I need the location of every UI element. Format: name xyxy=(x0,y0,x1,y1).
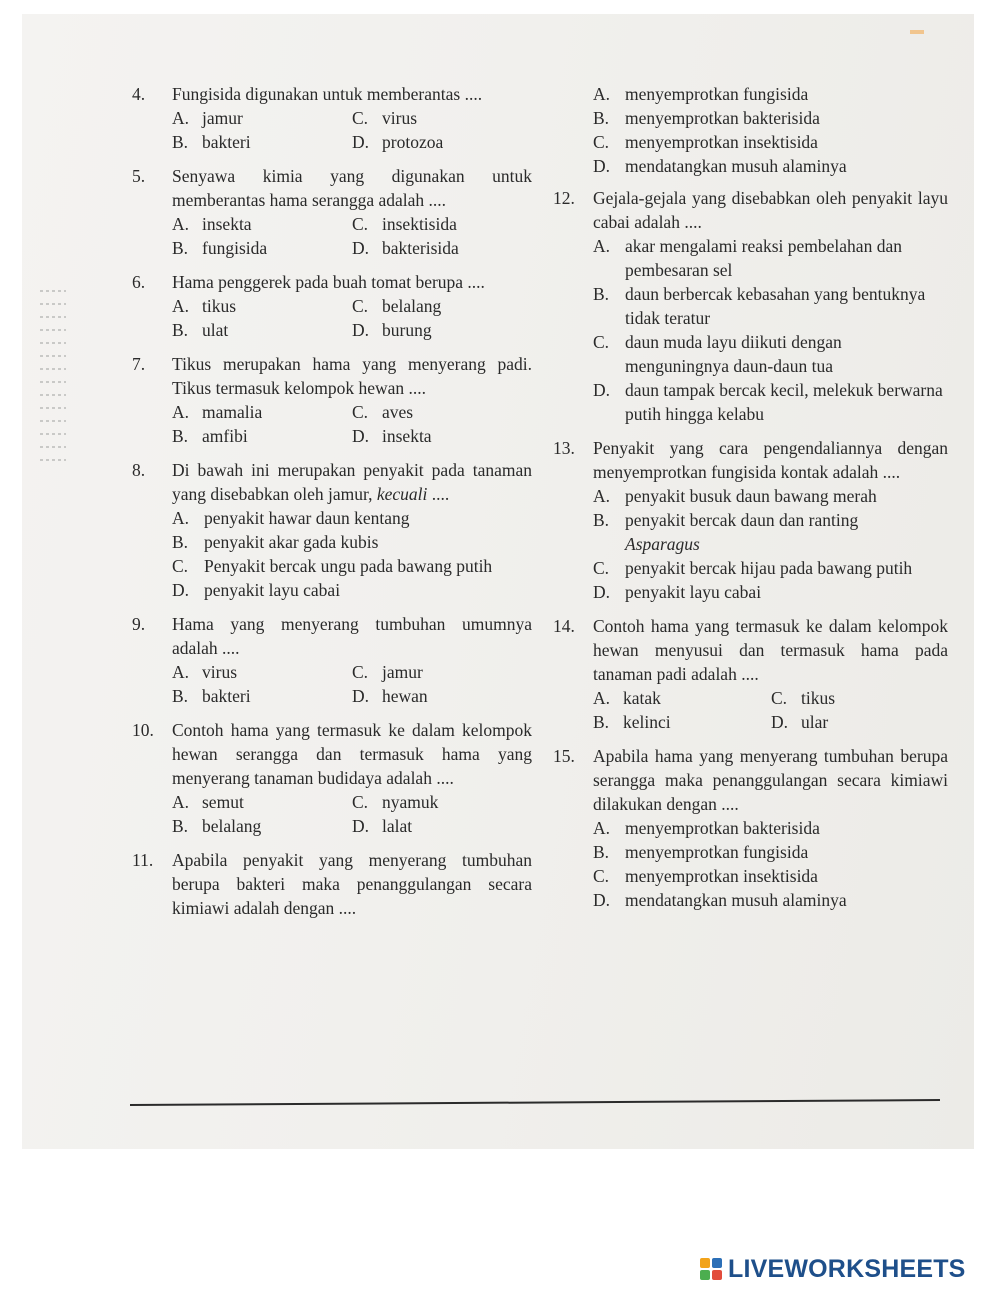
option-d: D. burung xyxy=(352,320,432,340)
question-15 xyxy=(553,744,948,912)
option-a: A. menyemprotkan fungisida xyxy=(593,84,809,104)
question-11-options xyxy=(553,82,948,178)
option-a: A. mamalia xyxy=(172,402,263,422)
question-stem: Penyakit yang cara pengendaliannya dengan menyemprotkan fungisida kontak adalah .... xyxy=(593,438,948,482)
liveworksheets-brand[interactable] xyxy=(700,1254,966,1284)
option-a: A. semut xyxy=(172,792,244,812)
page-corner-mark xyxy=(910,30,924,34)
option-b: B. penyakit bercak daun dan ranting Asparagus xyxy=(593,510,859,554)
option-b: B. daun berbercak kebasahan yang bentuknya tidak teratur xyxy=(593,284,926,328)
option-c: C. virus xyxy=(352,108,417,128)
question-13 xyxy=(553,436,948,604)
question-stem: Hama yang menyerang tumbuhan umumnya adalah .... xyxy=(172,614,532,658)
option-d: D. ular xyxy=(771,712,829,732)
question-number: 15. xyxy=(553,746,575,766)
option-a: A. jamur xyxy=(172,108,243,128)
question-9 xyxy=(132,612,532,708)
option-c: C. insektisida xyxy=(352,214,457,234)
option-d: D. penyakit layu cabai xyxy=(593,582,762,602)
right-column xyxy=(553,82,948,922)
option-d: D. mendatangkan musuh alaminya xyxy=(593,156,847,176)
option-c: C. nyamuk xyxy=(352,792,439,812)
option-b: B. fungisida xyxy=(172,238,268,258)
option-a: A. penyakit busuk daun bawang merah xyxy=(593,486,877,506)
question-number: 10. xyxy=(132,720,154,740)
question-stem: Di bawah ini merupakan penyakit pada tanaman yang disebabkan oleh jamur, kecuali .... xyxy=(172,460,532,504)
option-d: D. daun tampak bercak kecil, melekuk berwarna putih hingga kelabu xyxy=(593,380,943,424)
kecuali-emphasis: kecuali xyxy=(376,484,428,504)
question-stem: Apabila hama yang menyerang tumbuhan berupa serangga maka penanggulangan secara kimiawi dilakukan dengan .... xyxy=(593,746,948,814)
option-c: C. menyemprotkan insektisida xyxy=(593,866,818,886)
option-d: D. hewan xyxy=(352,686,428,706)
question-11 xyxy=(132,848,532,920)
option-a: A. katak xyxy=(593,688,661,708)
option-d: D. insekta xyxy=(352,426,432,446)
option-b: B. kelinci xyxy=(593,712,671,732)
question-number: 7. xyxy=(132,354,146,374)
question-stem: Senyawa kimia yang digunakan untuk memberantas hama serangga adalah .... xyxy=(172,166,532,210)
liveworksheets-logo-icon xyxy=(700,1258,722,1280)
question-number: 12. xyxy=(553,188,575,208)
question-12 xyxy=(553,186,948,426)
option-a: A. insekta xyxy=(172,214,252,234)
option-c: C. penyakit bercak hijau pada bawang putih xyxy=(593,558,913,578)
question-6 xyxy=(132,270,532,342)
page-edge-marks xyxy=(40,290,70,472)
option-b: B. menyemprotkan bakterisida xyxy=(593,108,820,128)
question-stem: Contoh hama yang termasuk ke dalam kelompok hewan menyusui dan termasuk hama pada tanaman padi adalah .... xyxy=(593,616,948,684)
option-c: C. menyemprotkan insektisida xyxy=(593,132,818,152)
question-stem: Fungisida digunakan untuk memberantas .... xyxy=(172,84,483,104)
question-number: 13. xyxy=(553,438,575,458)
option-c: C. daun muda layu diikuti dengan menguningnya daun-daun tua xyxy=(593,332,842,376)
option-d: D. bakterisida xyxy=(352,238,459,258)
option-a: A. virus xyxy=(172,662,237,682)
question-stem: Contoh hama yang termasuk ke dalam kelompok hewan serangga dan termasuk hama yang menyerang tanaman budidaya adalah .... xyxy=(172,720,532,788)
option-d: D. protozoa xyxy=(352,132,444,152)
question-number: 9. xyxy=(132,614,146,634)
question-10 xyxy=(132,718,532,838)
option-d: D. mendatangkan musuh alaminya xyxy=(593,890,847,910)
left-column xyxy=(132,82,532,930)
option-c: C. jamur xyxy=(352,662,423,682)
brand-text: LIVEWORKSHEETS xyxy=(728,1254,966,1283)
option-b: B. bakteri xyxy=(172,686,251,706)
question-7 xyxy=(132,352,532,448)
option-b: B. penyakit akar gada kubis xyxy=(172,532,379,552)
question-stem: Apabila penyakit yang menyerang tumbuhan berupa bakteri maka penanggulangan secara kimiawi adalah dengan .... xyxy=(172,850,532,918)
option-d: D. penyakit layu cabai xyxy=(172,580,341,600)
question-14 xyxy=(553,614,948,734)
question-number: 5. xyxy=(132,166,146,186)
question-8 xyxy=(132,458,532,602)
question-stem: Hama penggerek pada buah tomat berupa .... xyxy=(172,272,485,292)
option-a: A. penyakit hawar daun kentang xyxy=(172,508,410,528)
option-d: D. lalat xyxy=(352,816,413,836)
option-b: B. amfibi xyxy=(172,426,248,446)
question-number: 14. xyxy=(553,616,575,636)
asparagus-italic: Asparagus xyxy=(625,534,700,554)
question-number: 11. xyxy=(132,850,154,870)
question-number: 4. xyxy=(132,84,146,104)
option-c: C. Penyakit bercak ungu pada bawang putih xyxy=(172,556,493,576)
option-c: C. tikus xyxy=(771,688,836,708)
option-c: C. belalang xyxy=(352,296,442,316)
question-5 xyxy=(132,164,532,260)
question-stem: Tikus merupakan hama yang menyerang padi. Tikus termasuk kelompok hewan .... xyxy=(172,354,532,398)
option-b: B. menyemprotkan fungisida xyxy=(593,842,809,862)
option-b: B. belalang xyxy=(172,816,262,836)
option-a: A. akar mengalami reaksi pembelahan dan pembesaran sel xyxy=(593,236,902,280)
question-4 xyxy=(132,82,532,154)
question-number: 6. xyxy=(132,272,146,292)
option-b: B. ulat xyxy=(172,320,229,340)
option-c: C. aves xyxy=(352,402,414,422)
question-stem: Gejala-gejala yang disebabkan oleh penyakit layu cabai adalah .... xyxy=(593,188,948,232)
option-a: A. menyemprotkan bakterisida xyxy=(593,818,820,838)
option-a: A. tikus xyxy=(172,296,237,316)
option-b: B. bakteri xyxy=(172,132,251,152)
question-number: 8. xyxy=(132,460,146,480)
